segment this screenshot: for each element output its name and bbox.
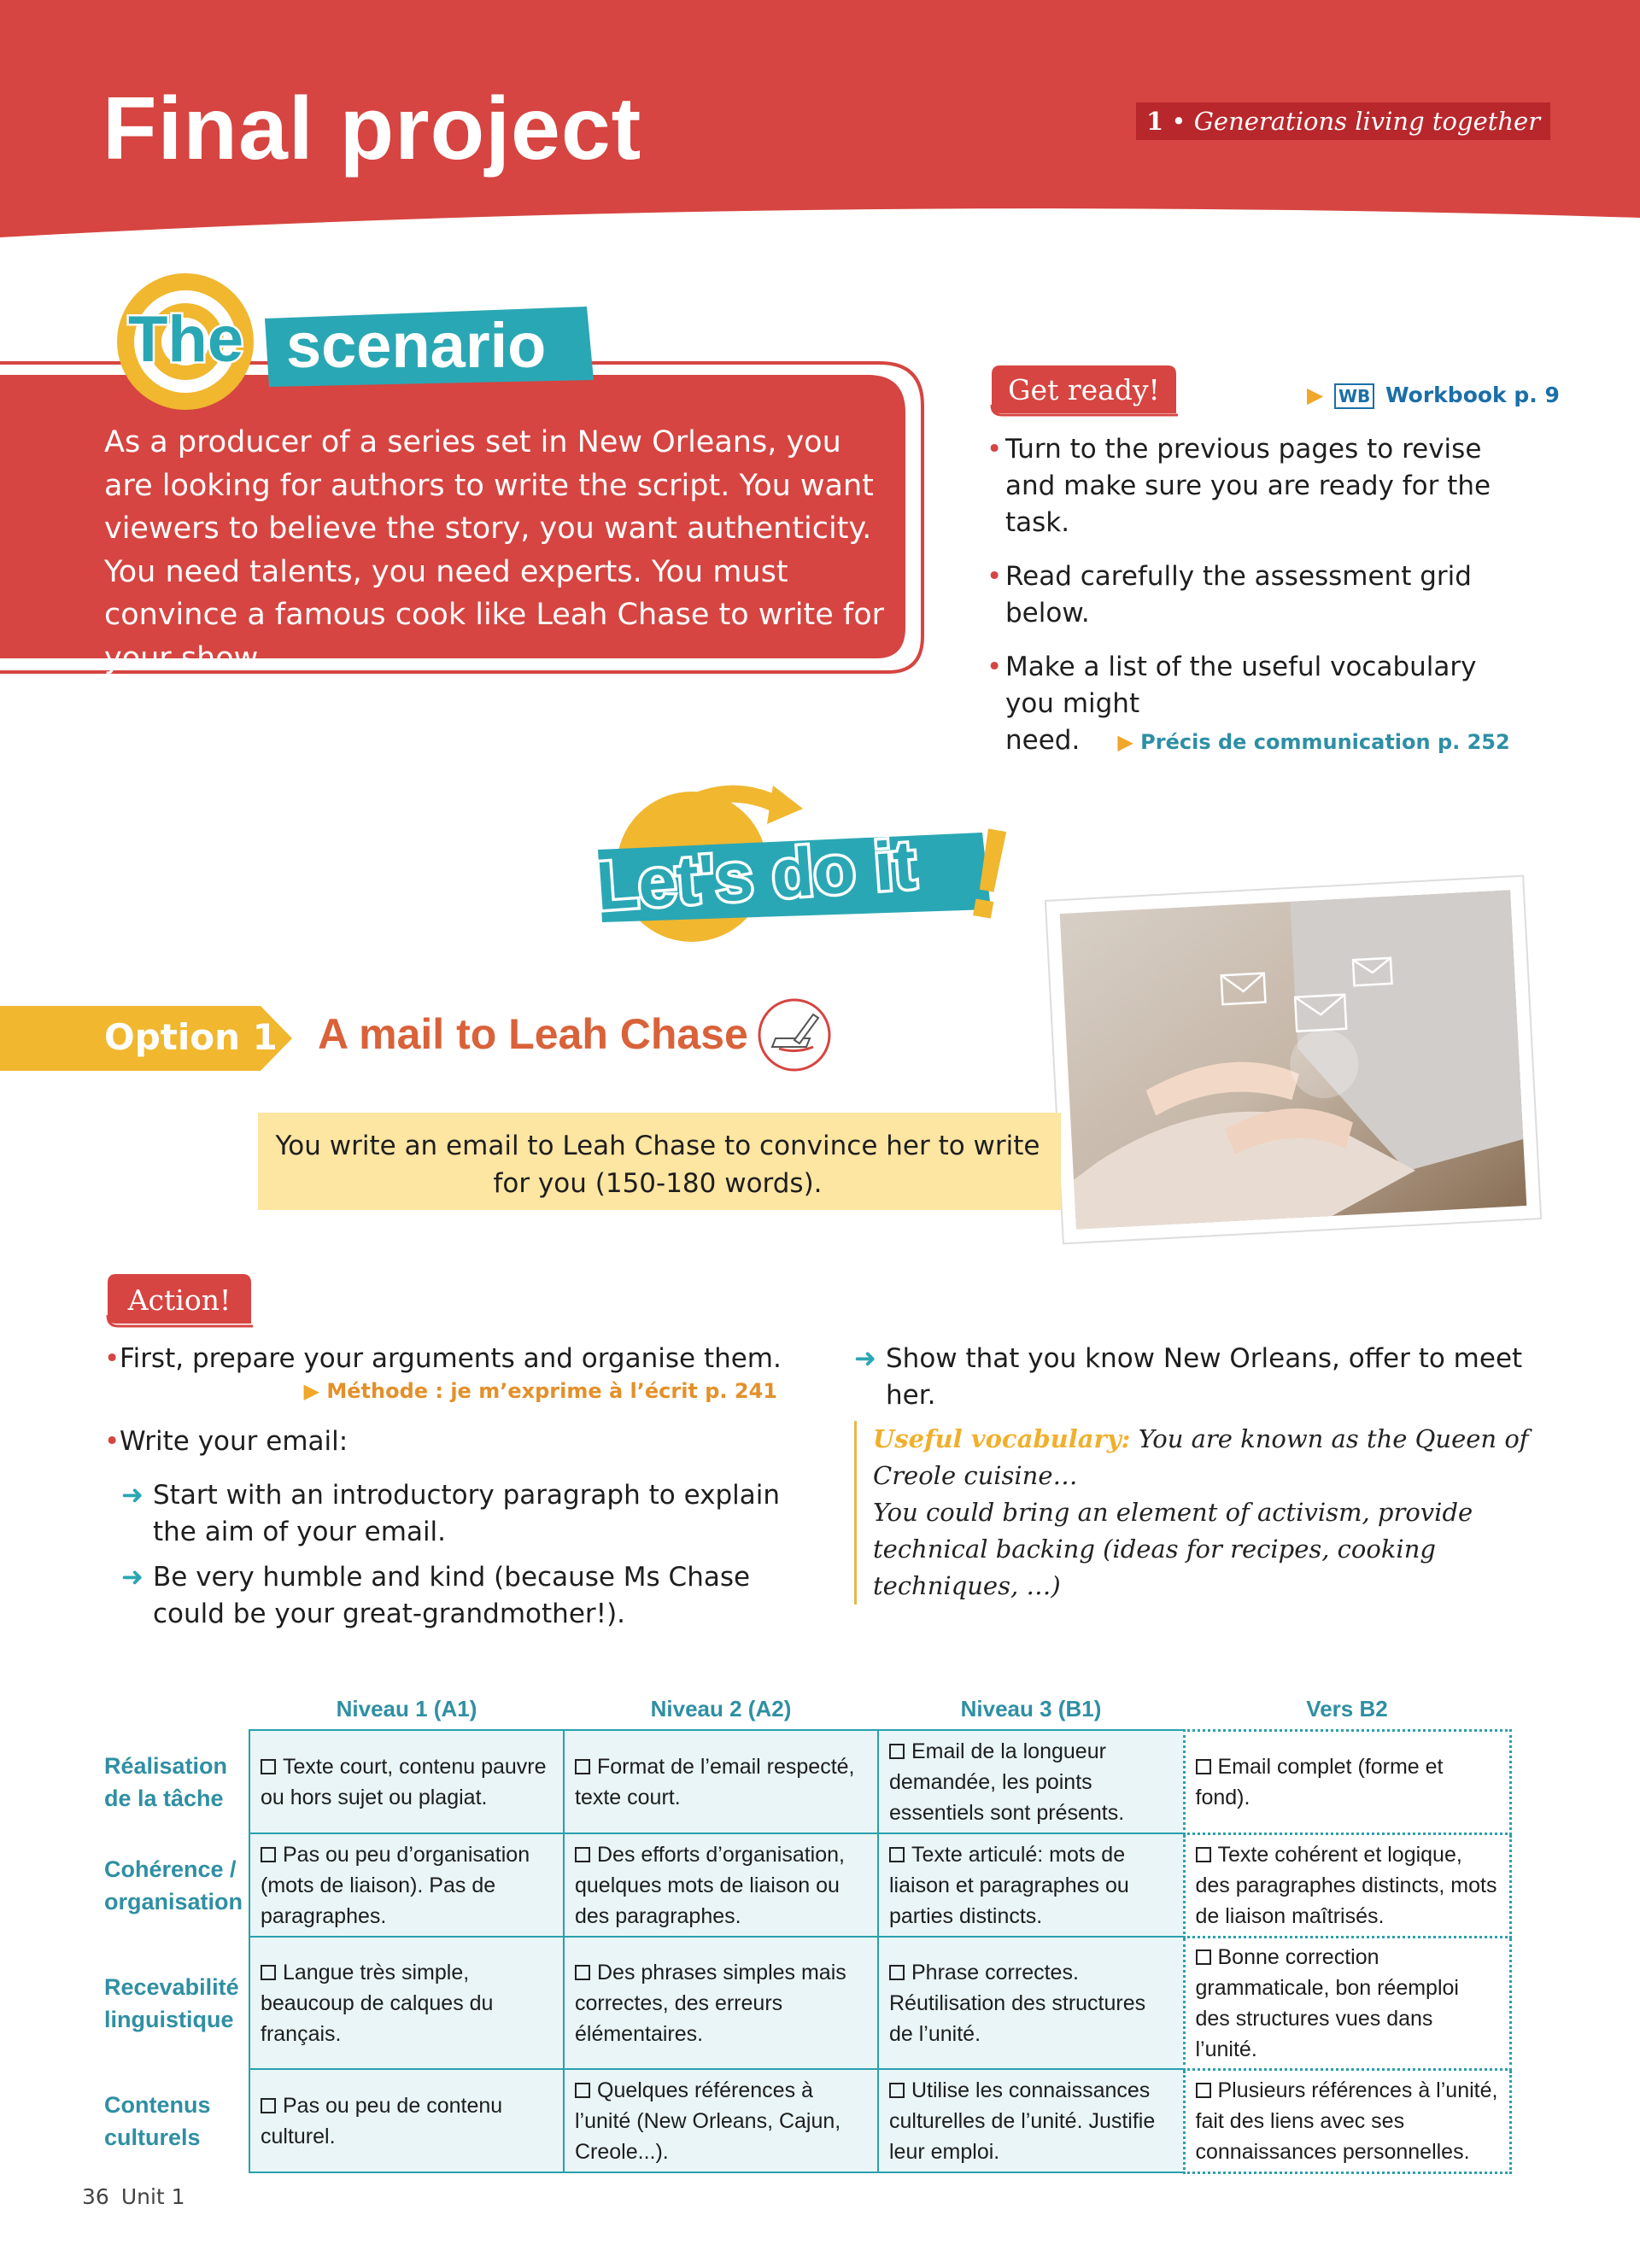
grid-row [87,1833,1510,1937]
bullet-dot: • [987,652,1003,682]
checkbox-icon[interactable] [1196,1759,1211,1774]
action-left-column [104,1341,788,1633]
getready-item-text: Turn to the previous pages to revise and make sure you are ready for the task. [1005,434,1491,538]
grid-header: Niveau 2 (A2) [650,1696,792,1721]
action-arrow-text: Show that you know New Orleans, offer to meet her. [886,1343,1523,1411]
scenario-logo [115,260,602,423]
getready-item [987,649,1533,761]
vocab-label: Useful vocabulary: [873,1424,1131,1453]
grid-cell-text: Bonne correction grammaticale, bon réemploi des structures vues dans l’unité. [1195,1944,1459,2061]
grid-row [87,1730,1510,1833]
vocab-line: You are known as the Queen of Creole cuisine… [873,1424,1529,1490]
grid-cell-text: Quelques références à l’unité (New Orleans, Cajun, Creole...). [575,2078,841,2164]
triangle-icon: ▶ [1117,730,1133,754]
scenario-text: As a producer of a series set in New Orleans, you are looking for authors to write the script. You want viewers to believe the story, you want authenticity. You need talents, you need experts. You must convince a famous cook like Leah Chase to write for your show. [104,425,884,675]
triangle-icon: ▶ [303,1379,319,1403]
page-title: Final project [102,79,642,178]
grid-cell [564,1730,878,1833]
scenario-logo-word2: scenario [286,310,547,381]
grid-cell-text: Des phrases simples mais correctes, des erreurs élémentaires. [575,1960,846,2046]
assessment-grid [87,1692,1512,2174]
task-text: You write an email to Leah Chase to convince her to write for you (150-180 words). [275,1131,1040,1199]
grid-cell [564,2069,878,2172]
grid-cell-text: Plusieurs références à l’unité, fait des liens avec ses connaissances personnelles. [1195,2078,1498,2164]
getready-item [987,558,1533,632]
grid-cell [1184,2069,1510,2172]
vocab-line: You could bring an element of activism, provide technical backing (ideas for recipes, cooking techniques, …) [873,1498,1473,1600]
grid-header: Niveau 1 (A1) [336,1696,477,1721]
page-footer [82,2184,185,2209]
getready-item-text: Read carefully the assessment grid below. [1005,561,1472,628]
checkbox-icon[interactable] [1196,1949,1211,1965]
action-bullet-prepare [104,1341,788,1377]
action-bullet-text: Write your email: [120,1426,348,1457]
grid-criterion: Contenus culturels [87,2069,249,2172]
grid-cell [878,1833,1184,1937]
getready-tag [988,364,1181,417]
checkbox-icon[interactable] [889,1847,905,1862]
checkbox-icon[interactable] [889,2083,905,2098]
grid-cell-text: Pas ou peu de contenu culturel. [261,2093,503,2148]
checkbox-icon[interactable] [261,2098,276,2113]
page-number: 36 [82,2184,109,2209]
getready-item [987,431,1533,541]
grid-cell [564,1937,878,2069]
checkbox-icon[interactable] [575,1759,590,1774]
grid-cell [1184,1937,1510,2069]
grid-cell-text: Email de la longueur demandée, les points essentiels sont présents. [889,1739,1125,1825]
getready-item-text: Make a list of the useful vocabulary you might need. [1005,652,1477,756]
workbook-ref-text: Workbook p. 9 [1385,383,1560,407]
grid-criterion: Recevabilité linguistique [87,1937,249,2069]
action-arrow-text: Start with an introductory paragraph to explain the aim of your email. [153,1480,780,1547]
grid-cell [1184,1833,1510,1937]
footer-unit-label: Unit 1 [120,2184,185,2209]
grid-cell-text: Des efforts d’organisation, quelques mots de liaison ou des paragraphes. [575,1842,845,1928]
checkbox-icon[interactable] [575,1847,590,1862]
action-bullet-write [104,1423,788,1460]
arrow-right-icon: ➜ [854,1343,876,1374]
grid-cell [249,1833,564,1937]
grid-corner [87,1692,249,1730]
action-label: Action! [127,1283,231,1317]
triangle-icon: ▶ [1307,383,1324,407]
bullet-dot: • [104,1426,120,1457]
grid-criterion: Réalisation de la tâche [87,1730,249,1833]
grid-cell [249,1937,564,2069]
grid-cell-text: Utilise les connaissances culturelles de l’unité. Justifie leur emploi. [889,2078,1156,2164]
grid-cell-text: Texte cohérent et logique, des paragraphes distincts, mots de liaison maîtrisés. [1195,1842,1497,1928]
option-label: Option 1 [104,1016,278,1058]
unit-tag [1136,102,1550,140]
checkbox-icon[interactable] [889,1965,905,1980]
grid-cell [878,1730,1184,1833]
action-arrow-text: Be very humble and kind (because Ms Chase could be your great-grandmother!). [153,1562,751,1629]
action-bullet-text: First, prepare your arguments and organise them. [120,1343,782,1374]
checkbox-icon[interactable] [575,2083,590,2098]
precis-link[interactable] [1117,730,1509,754]
checkbox-icon[interactable] [889,1744,905,1759]
bullet-dot: • [104,1343,120,1374]
unit-number: 1 [1146,107,1164,136]
letsdoit-exclamation: ! [956,798,1023,948]
arrow-right-icon: ➜ [121,1562,144,1593]
grid-header-row [87,1692,1510,1730]
methode-ref-text: Méthode : je m’exprime à l’écrit p. 241 [326,1379,777,1403]
action-arrow-item [104,1477,788,1551]
workbook-badge-icon: WB [1334,383,1374,409]
grid-cell-text: Phrase correctes. Réutilisation des structures de l’unité. [889,1960,1146,2046]
grid-cell [1184,1730,1510,1833]
checkbox-icon[interactable] [261,1965,276,1980]
grid-header: Vers B2 [1306,1695,1388,1721]
letsdoit-logo-text: Let's do it [594,826,919,925]
grid-cell-text: Email complet (forme et fond). [1195,1754,1444,1809]
action-arrow-item [104,1559,788,1633]
action-right-column [854,1341,1529,1605]
grid-cell [878,1937,1184,2069]
grid-cell-text: Texte court, contenu pauvre ou hors sujet ou plagiat. [261,1754,547,1809]
methode-link[interactable] [104,1379,788,1403]
grid-cell [249,1730,564,1833]
precis-ref-text: Précis de communication p. 252 [1140,730,1510,754]
grid-cell-text: Texte articulé: mots de liaison et paragraphes ou parties distincts. [889,1842,1129,1928]
checkbox-icon[interactable] [1196,2083,1211,2098]
workbook-link[interactable] [1307,383,1560,409]
checkbox-icon[interactable] [261,1847,276,1862]
letsdoit-logo [589,781,1023,948]
unit-separator: • [1163,107,1194,136]
checkbox-icon[interactable] [575,1965,590,1980]
writing-icon [757,997,832,1073]
laptop-photo [1042,869,1544,1250]
getready-list [987,431,1533,778]
bullet-dot: • [987,561,1003,592]
grid-criterion: Cohérence / organisation [87,1833,249,1937]
grid-cell [249,2069,564,2172]
grid-row [87,1937,1510,2069]
grid-row [87,2069,1510,2172]
option-title: A mail to Leah Chase [318,1010,748,1058]
checkbox-icon[interactable] [1196,1847,1211,1862]
getready-label: Get ready! [1008,373,1160,406]
unit-name: Generations living together [1193,107,1541,136]
grid-cell-text: Format de l’email respecté, texte court. [575,1754,855,1809]
scenario-logo-word1: The [128,303,244,376]
action-arrow-item [854,1341,1529,1414]
arrow-right-icon: ➜ [121,1480,144,1511]
action-tag [104,1272,255,1329]
checkbox-icon[interactable] [261,1759,276,1774]
grid-cell [564,1833,878,1937]
grid-cell-text: Pas ou peu d’organisation (mots de liaison). Pas de paragraphes. [261,1842,530,1928]
grid-cell-text: Langue très simple, beaucoup de calques du français. [261,1960,494,2046]
bullet-dot: • [987,434,1003,465]
grid-cell [878,2069,1184,2172]
useful-vocabulary [854,1421,1529,1605]
grid-header: Niveau 3 (B1) [960,1696,1102,1721]
